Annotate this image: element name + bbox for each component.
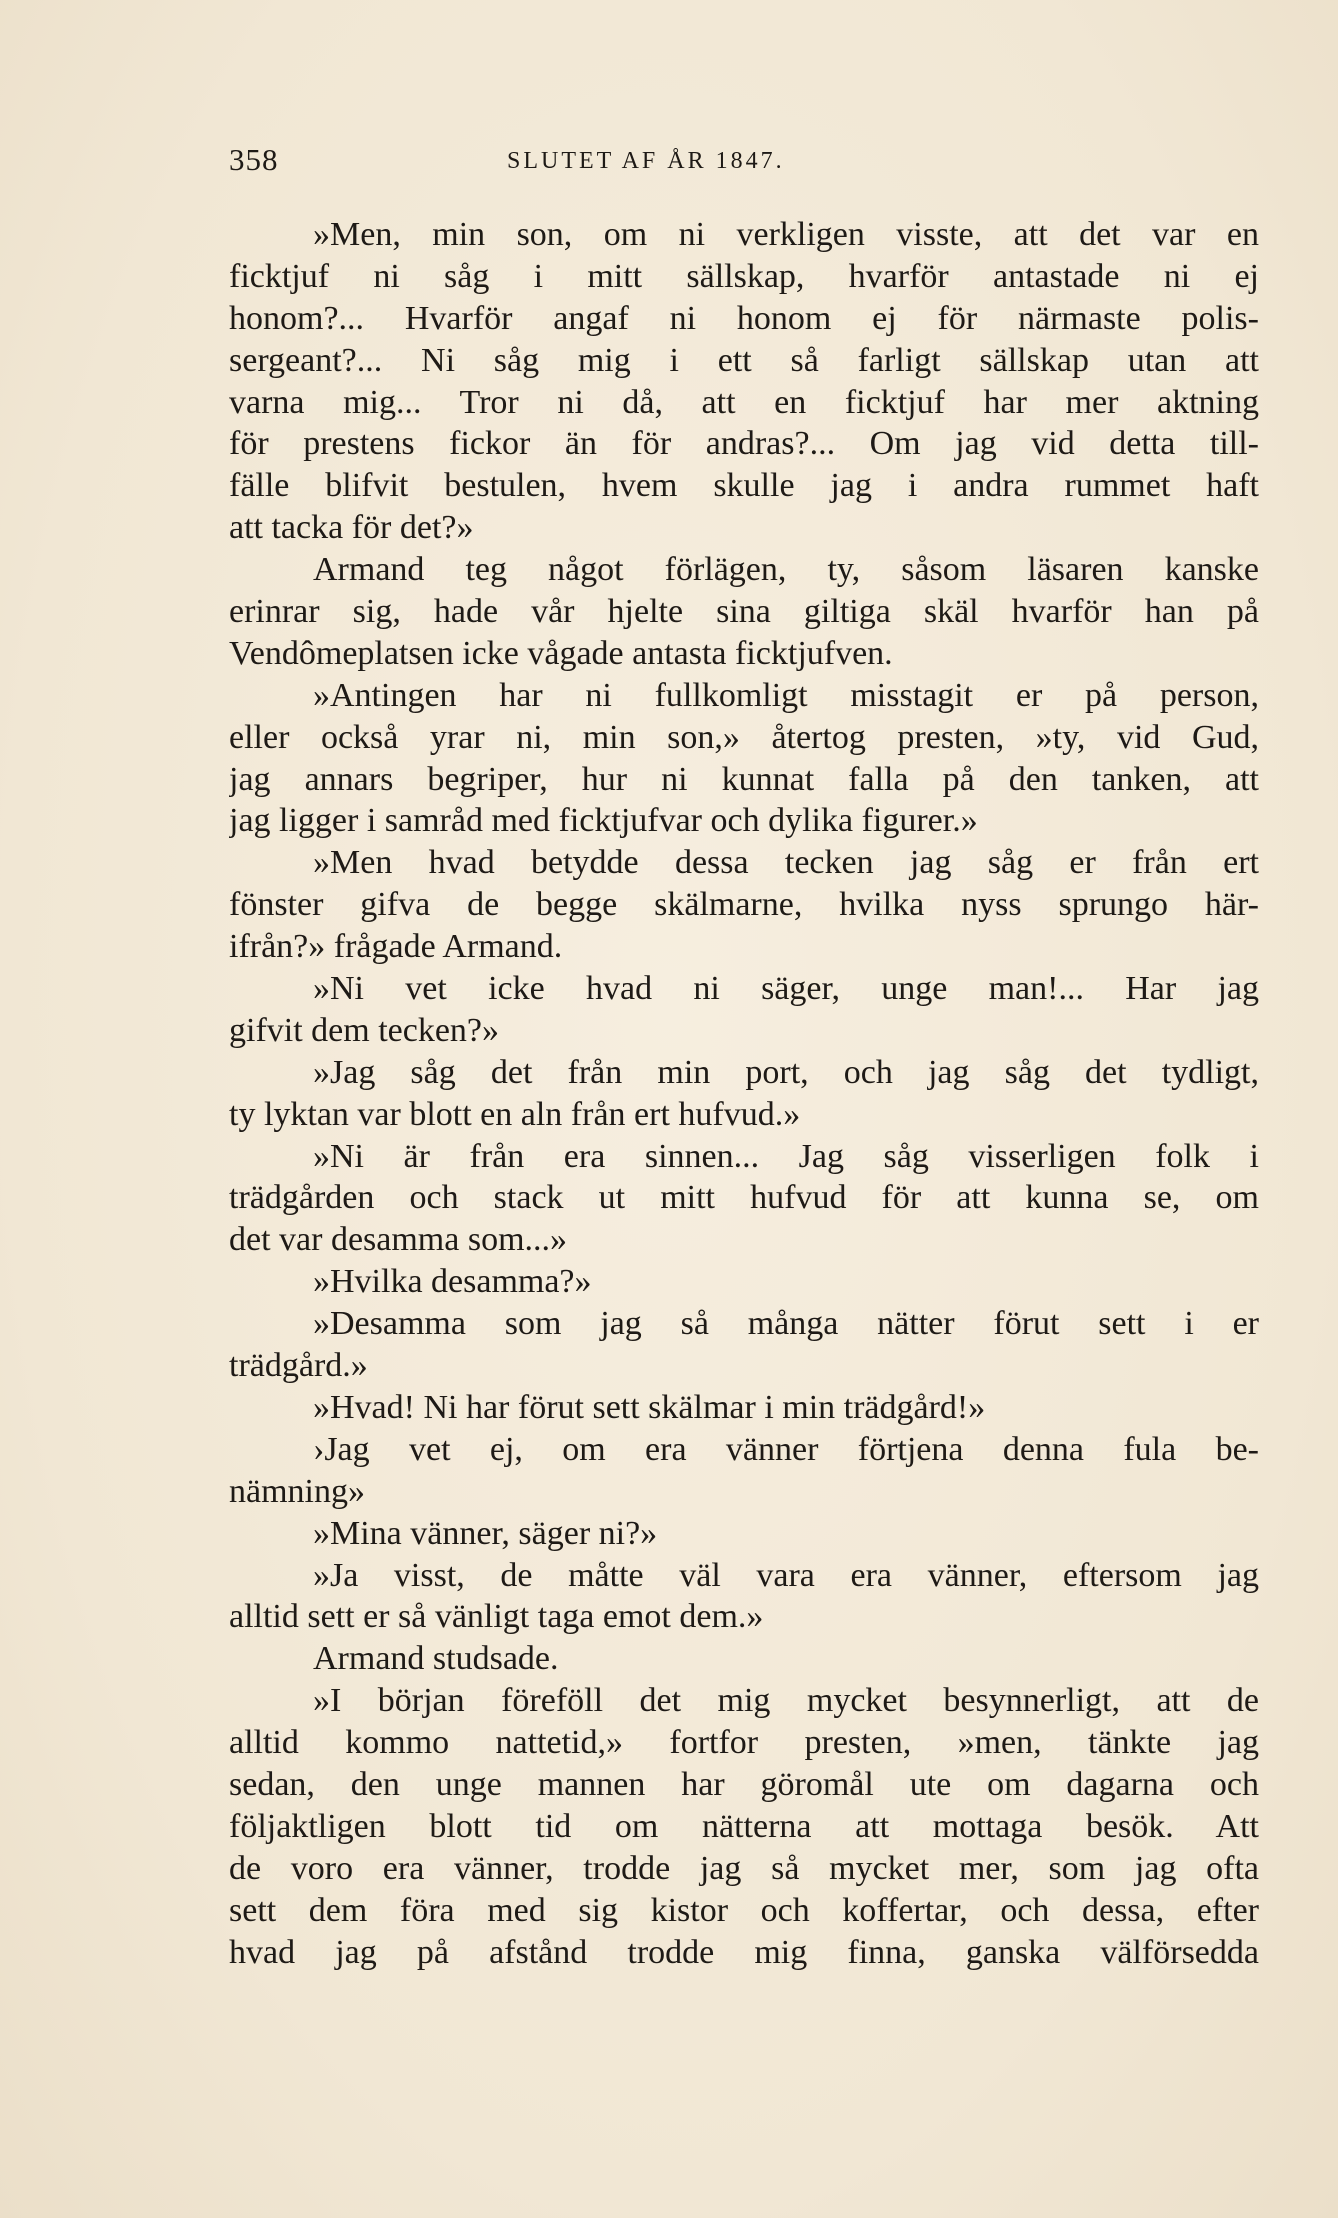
text-line: »Hvad! Ni har förut sett skälmar i min trädgård!» xyxy=(313,1388,986,1426)
text-line: Armand teg något förlägen, ty, såsom läsaren kanske xyxy=(313,551,1259,589)
text-line: hvad jag på afstånd trodde mig finna, ganska välförsedda xyxy=(229,1933,1259,1971)
running-head: SLUTET AF ÅR 1847. xyxy=(507,148,785,174)
text-line: trädgården och stack ut mitt hufvud för att kunna se, om xyxy=(229,1179,1259,1217)
text-line: de voro era vänner, trodde jag så mycket mer, som jag ofta xyxy=(229,1849,1259,1887)
text-line: fälle blifvit bestulen, hvem skulle jag i andra rummet haft xyxy=(229,467,1259,505)
text-line: för prestens fickor än för andras?... Om jag vid detta till- xyxy=(229,425,1259,463)
page-header xyxy=(229,142,1259,182)
text-line: »Ni är från era sinnen... Jag såg visserligen folk i xyxy=(313,1137,1259,1175)
text-line: »Men, min son, om ni verkligen visste, att det var en xyxy=(313,216,1259,253)
text-line: »Hvilka desamma?» xyxy=(313,1263,592,1301)
text-line: trädgård.» xyxy=(229,1347,368,1385)
text-line: »Antingen har ni fullkomligt misstagit er på person, xyxy=(313,676,1259,714)
text-line: ifrån?» frågade Armand. xyxy=(229,928,563,966)
text-line: varna mig... Tror ni då, att en ficktjuf har mer aktning xyxy=(229,383,1259,421)
text-line: alltid kommo nattetid,» fortfor presten, »men, tänkte jag xyxy=(229,1724,1259,1762)
text-line: »I början föreföll det mig mycket besynnerligt, att de xyxy=(313,1682,1259,1720)
text-line: Vendômeplatsen icke vågade antasta ficktjufven. xyxy=(229,634,893,672)
text-line: jag ligger i samråd med ficktjufvar och dylika figurer.» xyxy=(229,802,978,840)
text-line: erinrar sig, hade vår hjelte sina giltiga skäl hvarför han på xyxy=(229,593,1259,631)
text-line: jag annars begriper, hur ni kunnat falla på den tanken, att xyxy=(229,760,1259,798)
text-line: eller också yrar ni, min son,» återtog presten, »ty, vid Gud, xyxy=(229,718,1259,756)
text-line: »Ni vet icke hvad ni säger, unge man!... Har jag xyxy=(313,970,1259,1008)
text-line: följaktligen blott tid om nätterna att mottaga besök. Att xyxy=(229,1807,1259,1845)
text-line: honom?... Hvarför angaf ni honom ej för närmaste polis- xyxy=(229,299,1259,337)
text-line: det var desamma som...» xyxy=(229,1221,568,1259)
text-line: alltid sett er så vänligt taga emot dem.» xyxy=(229,1598,764,1636)
text-line: Armand studsade. xyxy=(313,1640,559,1678)
text-line: ›Jag vet ej, om era vänner förtjena denna fula be- xyxy=(313,1430,1259,1468)
text-line: »Men hvad betydde dessa tecken jag såg er från ert xyxy=(313,844,1259,882)
text-line: ficktjuf ni såg i mitt sällskap, hvarför antastade ni ej xyxy=(229,257,1259,295)
text-line: »Mina vänner, säger ni?» xyxy=(313,1514,658,1552)
text-line: att tacka för det?» xyxy=(229,509,474,547)
text-line: nämning» xyxy=(229,1472,365,1510)
text-line: ty lyktan var blott en aln från ert hufvud.» xyxy=(229,1095,801,1133)
text-line: sedan, den unge mannen har göromål ute om dagarna och xyxy=(229,1765,1259,1803)
text-line: sett dem föra med sig kistor och koffertar, och dessa, efter xyxy=(229,1891,1259,1929)
text-line: »Jag såg det från min port, och jag såg det tydligt, xyxy=(313,1053,1259,1091)
text-line: gifvit dem tecken?» xyxy=(229,1011,500,1049)
text-line: »Desamma som jag så många nätter förut sett i er xyxy=(313,1305,1259,1343)
page-number: 358 xyxy=(229,142,279,177)
text-line: »Ja visst, de måtte väl vara era vänner, eftersom jag xyxy=(313,1556,1259,1594)
text-line: fönster gifva de begge skälmarne, hvilka nyss sprungo här- xyxy=(229,886,1259,924)
body-text xyxy=(229,214,1259,1973)
text-line: sergeant?... Ni såg mig i ett så farligt sällskap utan att xyxy=(229,341,1259,379)
